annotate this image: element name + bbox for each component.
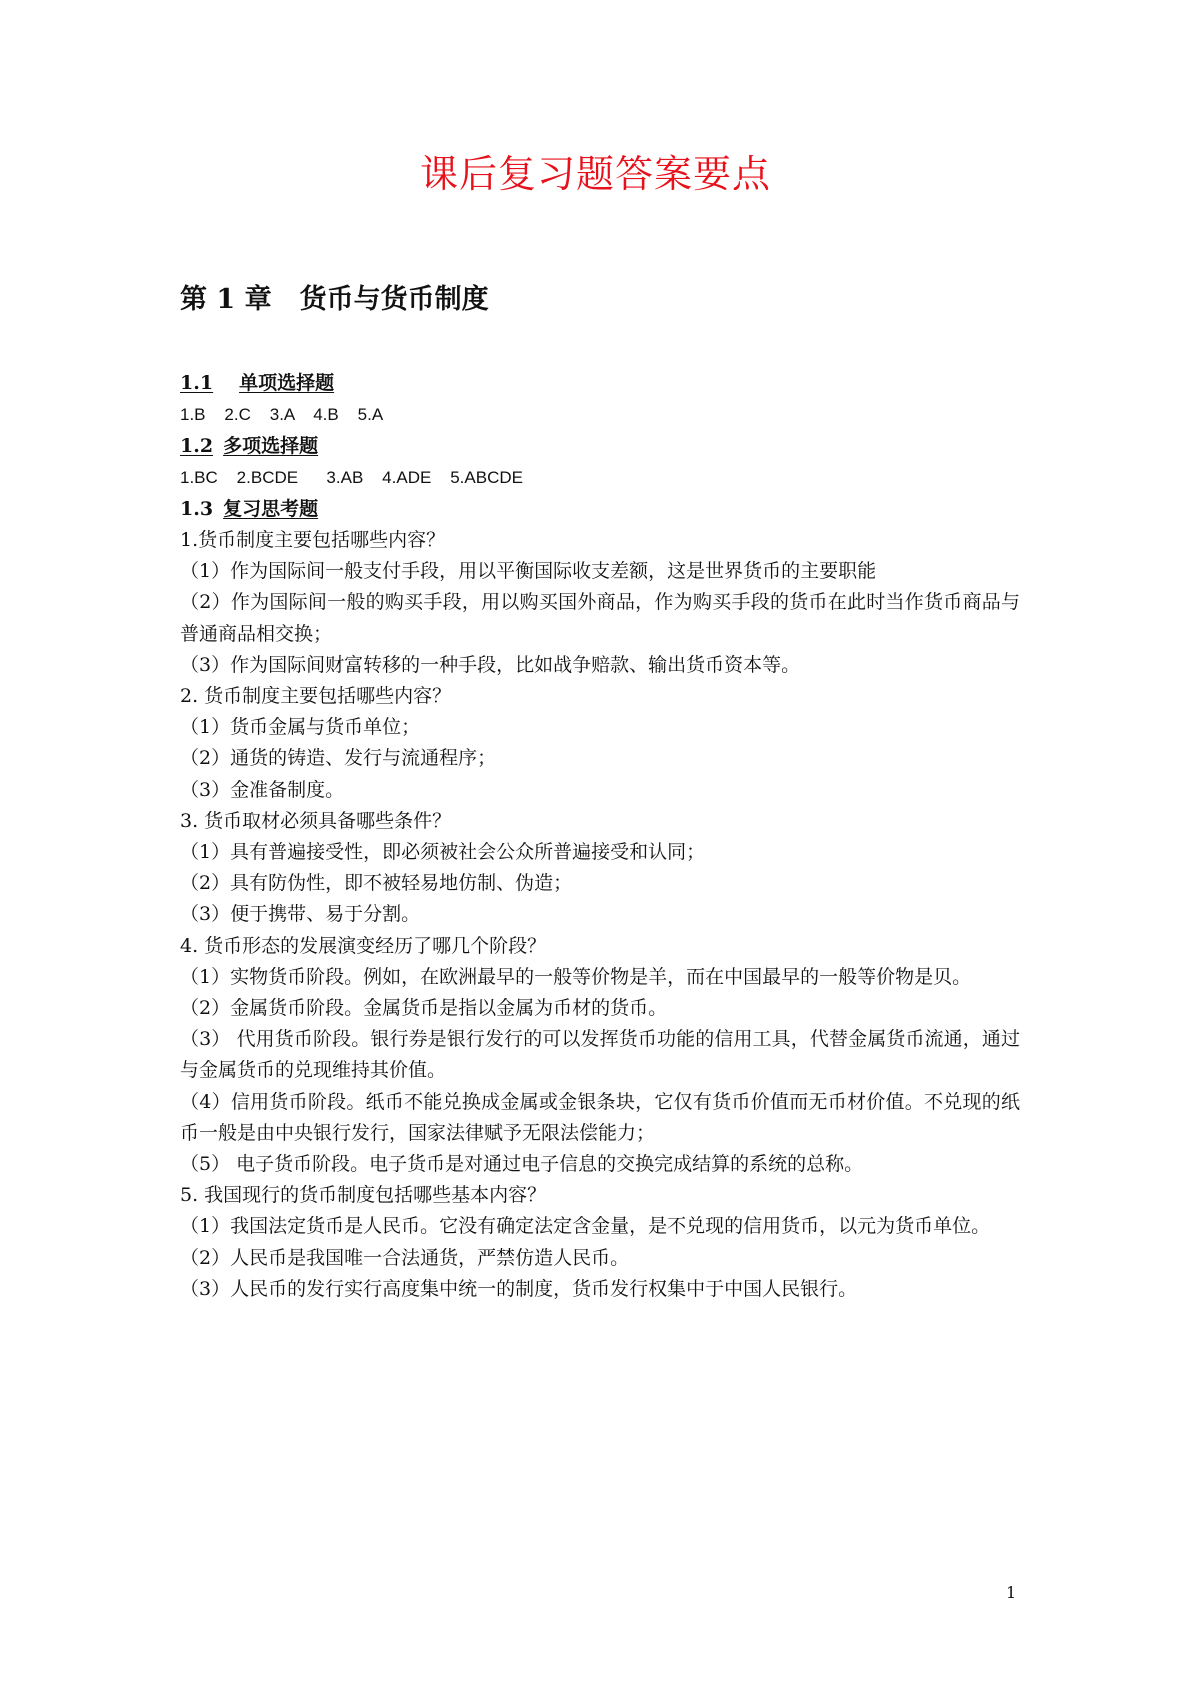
review-question-3: 3. 货币取材必须具备哪些条件？ (180, 809, 452, 832)
point-marker: （1） (180, 1215, 231, 1238)
section-title: 多项选择题 (223, 435, 319, 457)
point-marker: （2） (180, 872, 231, 895)
review-point (180, 743, 1020, 774)
review-point (180, 556, 1020, 587)
review-point (180, 1211, 1020, 1242)
chapter-content (180, 367, 1020, 1305)
point-text: 作为国际间一般的购买手段，用以购买国外商品，作为购买手段的货币在此时当作货币商品与普通商品相交换； (180, 591, 1020, 645)
section-heading-1-1 (180, 367, 1020, 399)
point-marker: （1） (180, 965, 231, 988)
chapter-number: 第 1 章 (180, 284, 272, 315)
review-question-1: 1.货币制度主要包括哪些内容？ (180, 529, 446, 551)
section-number: 1.3 (180, 498, 214, 520)
point-marker: （3） (180, 778, 231, 801)
point-marker: （3） (180, 903, 231, 926)
point-marker: （4） (180, 1090, 231, 1113)
review-point (180, 587, 1020, 649)
review-point (180, 993, 1020, 1024)
point-text: 实物货币阶段。例如，在欧洲最早的一般等价物是羊，而在中国最早的一般等价物是贝。 (230, 965, 972, 988)
review-point (180, 837, 1020, 868)
review-point (180, 775, 1020, 806)
chapter-name: 货币与货币制度 (299, 284, 489, 315)
review-point (180, 1087, 1020, 1149)
review-question-2: 2. 货币制度主要包括哪些内容？ (180, 685, 452, 708)
point-text: 通货的铸造、发行与流通程序； (230, 747, 497, 770)
point-marker: （3） (180, 653, 231, 676)
review-point (180, 1243, 1020, 1274)
point-marker: （3） (180, 1028, 231, 1051)
point-marker: （2） (180, 1246, 231, 1269)
point-text: 货币金属与货币单位； (230, 716, 421, 739)
review-question-5: 5. 我国现行的货币制度包括哪些基本内容？ (180, 1184, 547, 1207)
chapter-heading (180, 282, 489, 318)
point-text: 具有普遍接受性，即必须被社会公众所普遍接受和认同； (230, 841, 706, 864)
point-text: 电子货币阶段。电子货币是对通过电子信息的交换完成结算的系统的总称。 (230, 1153, 864, 1176)
review-point (180, 1149, 1020, 1180)
point-text: 信用货币阶段。纸币不能兑换成金属或金银条块，它仅有货币价值而无币材价值。不兑现的纸币一般是由中央银行发行，国家法律赋予无限法偿能力； (180, 1090, 1020, 1144)
point-text: 金准备制度。 (230, 778, 345, 801)
review-point (180, 962, 1020, 993)
point-text: 作为国际间财富转移的一种手段，比如战争赔款、输出货币资本等。 (230, 653, 801, 676)
review-point (180, 712, 1020, 743)
point-marker: （1） (180, 716, 231, 739)
review-question-4: 4. 货币形态的发展演变经历了哪几个阶段？ (180, 934, 547, 957)
point-marker: （1） (180, 560, 231, 583)
review-point (180, 899, 1020, 930)
point-text: 金属货币阶段。金属货币是指以金属为币材的货币。 (230, 997, 668, 1020)
point-text: 作为国际间一般支付手段，用以平衡国际收支差额，这是世界货币的主要职能 (230, 560, 877, 583)
review-point (180, 650, 1020, 681)
section-heading-1-2 (180, 430, 1020, 462)
section-number: 1.2 (180, 435, 214, 457)
point-marker: （2） (180, 997, 231, 1020)
review-point (180, 1274, 1020, 1305)
point-marker: （1） (180, 841, 231, 864)
point-text: 人民币是我国唯一合法通货，严禁仿造人民币。 (230, 1246, 630, 1269)
point-text: 人民币的发行实行高度集中统一的制度，货币发行权集中于中国人民银行。 (230, 1277, 858, 1300)
multiple-choice-answers: 1.BC 2.BCDE 3.AB 4.ADE 5.ABCDE (180, 468, 523, 487)
point-marker: （3） (180, 1277, 231, 1300)
point-text: 具有防伪性，即不被轻易地仿制、伪造； (230, 872, 573, 895)
point-text: 代用货币阶段。银行券是银行发行的可以发挥货币功能的信用工具，代替金属货币流通，通过与金属货币的兑现维持其价值。 (180, 1028, 1020, 1082)
review-point (180, 868, 1020, 899)
section-title: 单项选择题 (239, 372, 335, 394)
point-marker: （2） (180, 591, 231, 614)
section-number: 1.1 (180, 372, 214, 394)
point-marker: （2） (180, 747, 231, 770)
page-number: 1 (1006, 1583, 1017, 1602)
section-heading-1-3 (180, 493, 1020, 525)
point-text: 便于携带、易于分割。 (230, 903, 421, 926)
review-point (180, 1024, 1020, 1086)
single-choice-answers: 1.B 2.C 3.A 4.B 5.A (180, 405, 384, 424)
document-title: 课后复习题答案要点 (419, 152, 771, 196)
section-title: 复习思考题 (223, 498, 319, 520)
point-text: 我国法定货币是人民币。它没有确定法定含金量，是不兑现的信用货币，以元为货币单位。 (230, 1215, 991, 1238)
point-marker: （5） (180, 1153, 231, 1176)
